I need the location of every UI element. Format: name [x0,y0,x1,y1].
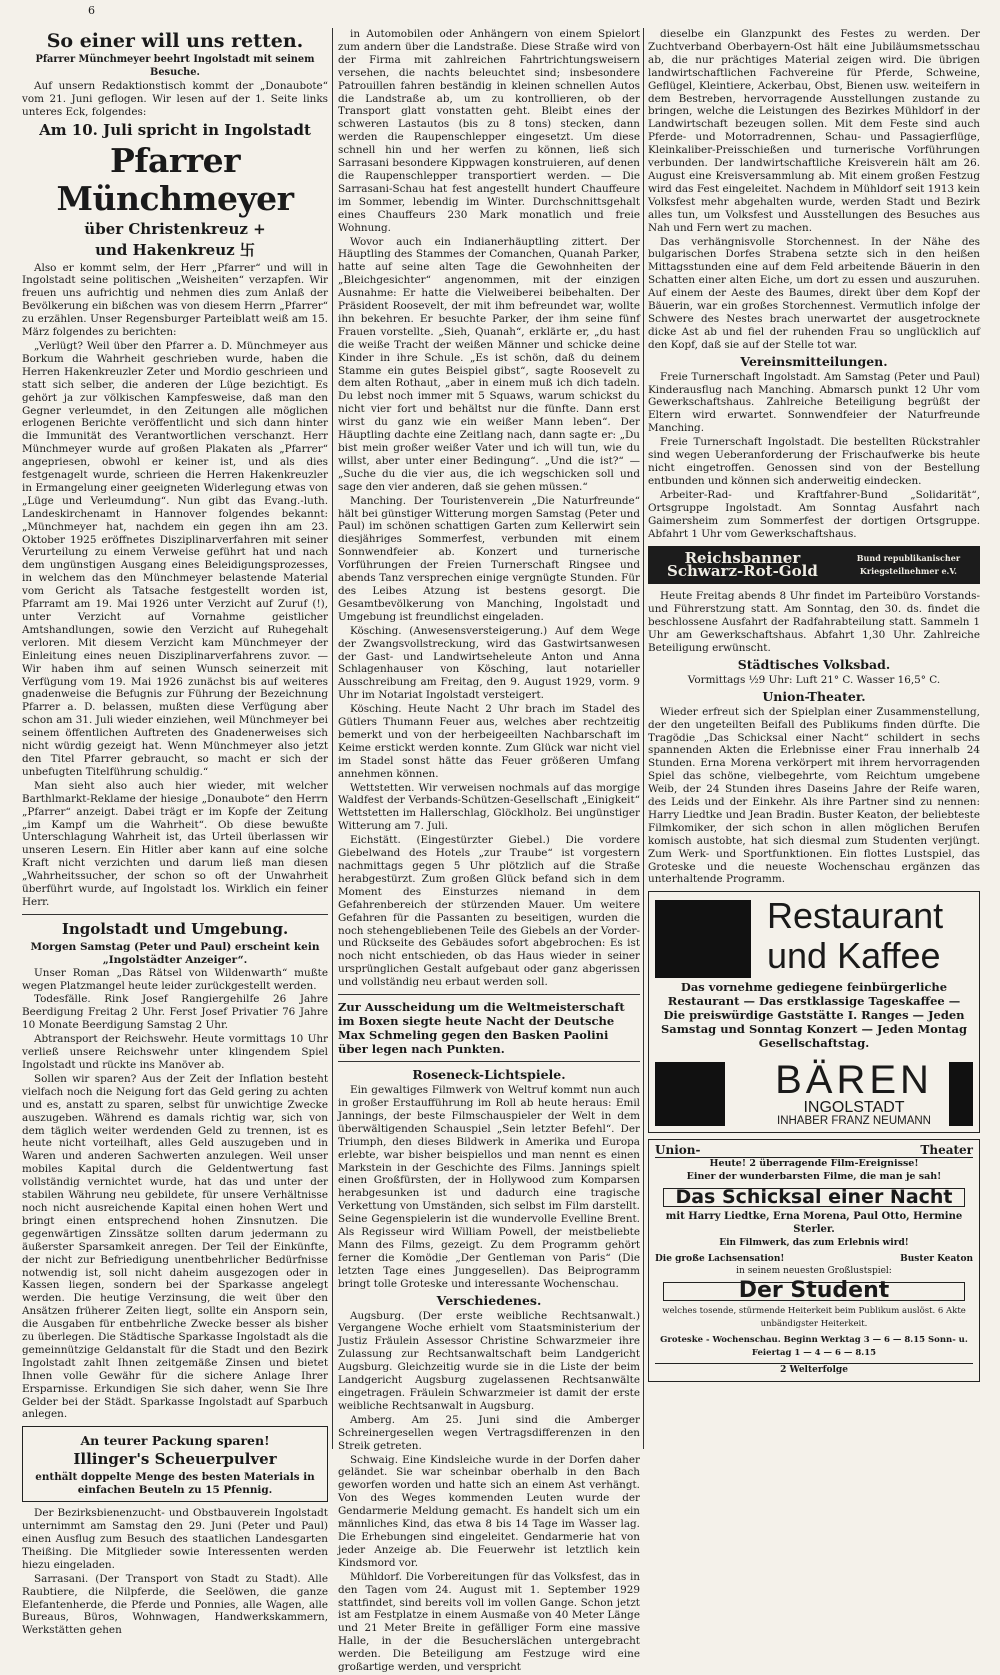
page-number: 6 [88,4,95,17]
restaurant-text: Das vornehme gediegene feinbürgerliche Restaurant — Das erstklassige Tageskaffee — Die preiswürdige Gaststätte I. Ranges — Jeden Samstag und Sonntag Konzert — Jeden Montag Gesellschaftstag. [660,980,968,1051]
paragraph: Augsburg. (Der erste weibliche Rechtsanwalt.) Vergangene Woche erhielt vom Staatsministerium der Justiz Fräulein Assessor Christine Schwarzmeier ihre Zulassung zur Rechtsanwaltschaft beim Landgericht Augsburg. Gleichzeitig wurde sie in die Liste der beim Landgericht Augsburg zugelassenen Rechtsanwälte eingetragen. Fräulein Schwarzmeier ist damit der erste weibliche Rechtsanwalt in Augsburg. [338,1309,640,1412]
movie-line: in seinem neuesten Großlustspiel: [736,1266,892,1277]
movie-row [655,1253,973,1266]
ad-line-1: An teurer Packung sparen! [80,1433,270,1449]
paragraph: Auf unsern Redaktionstisch kommt der „Donaubote“ vom 21. Juni geflogen. Wir lesen auf der 1. Seite links unteres Eck, folgendes: [22,79,328,118]
paragraph: Freie Turnerschaft Ingolstadt. Am Samstag (Peter und Paul) Kinderausflug nach Manching. Abmarsch punkt 12 Uhr vom Gewerkschaftshaus. Zahlreiche Beteiligung begrüßt der Eltern wird erwartet. Sonnwendfeier der Naturfreunde Manching. [648,370,980,435]
paragraph: Sollen wir sparen? Aus der Zeit der Inflation besteht vielfach noch die Neigung fort das Geld gering zu achten und es, anstatt zu sparen, selbst für unwichtige Zwecke auszugeben. Während es damals richtig war, sich von dem täglich weiter werdenden Geld zu trennen, ist es heute nicht vorteilhaft, alles Geld auszugeben und in Waren und anderen Sachwerten anzulegen. Weil unser mobiles Kapital durch die Geldentwertung fast vollständig vernichtet wurde, hat das und unter der stabilen Währung neu gebildete, für unsere Verhältnisse noch nicht ausreichende Kapital einen hohen Wert und bringt einen entsprechend hohen Zinsnutzen. Die gegenwärtigen Zinssätze sollten darum jedermann zu äußerster Sparsamkeit anregen. Der Teil der Einkünfte, der nicht zur Befriedigung unentbehrlicher Bedürfnisse notwendig ist, soll nicht daheim ausgezogen oder in Kassen liegen, sondern bei der Sparkasse angelegt werden. Die heutige Verzinsung, die weit über den Ansätzen früherer Zeiten liegt, sollte ein Ansporn sein, die Ausgaben für entbehrliche Zwecke besser als bisher zu überlegen. Die Städtische Sparkasse Ingolstadt als die gemeinnützige Geldanstalt für die Stadt und den Bezirk Ingolstadt zahlt Ihnen zeitgemäße Zinsen und bietet Ihnen volle Gewähr für die sichere Anlage Ihrer Ersparnisse. Erkundigen Sie sich daher, wenn Sie Ihre Gelder bei der Städt. Sparkasse Ingolstadt auf Sparbuch anlegen. [22,1072,328,1421]
section-headline: Städtisches Volksbad. [737,656,891,672]
movie-line: welches tosende, stürmende Heiterkeit beim Publikum auslöst. 6 Akte unbändigster Heiterkeit. [662,1306,966,1330]
restaurant-line-1: Restaurant [767,895,944,937]
movie-line: Einer der wunderbarsten Filme, die man je sah! [686,1171,942,1182]
paragraph: Man sieht also auch hier wieder, mit welcher Barthlmarkt-Reklame der hiesige „Donaubote“ den Herrn „Pfarrer“ anzeigt. Dabei trägt er im Kopfe der Zeitung „im Kampf um die Wahrheit“. Ob diese bewußte Unterschlagung Wahrheit ist, das Urteil überlassen wir unseren Lesern. Ein Hitler aber kann auf eine solche Kraft nicht verzichten und darum ließ man diesen „Wahrheitssucher, der schon so oft der Unwahrheit überführt wurde, auf Ingolstadt los. Wirklich ein feiner Herr. [22,779,328,908]
paragraph: Amberg. Am 25. Juni sind die Amberger Schreinergesellen wegen Vertragsdifferenzen in den Streik getreten. [338,1413,640,1452]
divider [338,1061,640,1062]
paragraph: Sarrasani. (Der Transport von Stadt zu Stadt). Alle Raubtiere, die Nilpferde, die Seelöwen, die ganze Elefantenherde, die Pferde und Ponnies, alle Wagen, alle Bureaus, Büros, Wohnwagen, Handwerkskammern, Werkstätten gehen [22,1572,328,1637]
paragraph: Wieder erfreut sich der Spielplan einer Zusammenstellung, der den ungeteilten Beifall des Publikums finden dürfte. Die Tragödie „Das Schicksal einer Nacht“ schildert in sechs spannenden Akten die Erlebnisse einer Frau innerhalb 24 Stunden. Erna Morena verkörpert mit ihrem hervorragenden Spiel das schöne, vielbegehrte, vom Reichtum umgebene Weib, der 24 Stunden ihres Daseins Jahre der Reife waren, des Leids und der Einkehr. Als ihre Partner sind zu nennen: Harry Liedtke und Jean Bradin. Buster Keaton, der beliebteste Filmkomiker, der sich schon in allen möglichen Berufen komisch austobte, hat sich diesmal zum Studenten verjüngt. Zum Werk- und Sportfunktionen. Ein flottes Lustspiel, das Groteske und die neueste Wochenschau ergänzen das unterhaltende Programm. [648,705,980,886]
paragraph: Kösching. Heute Nacht 2 Uhr brach im Stadel des Gütlers Thumann Feuer aus, welches aber rechtzeitig bemerkt und von der herbeigeeilten Nachbarschaft im Keime erstickt werden konnte. Zum Glück war nicht viel im Stadel sonst hätte das Feuer größeren Umfang annehmen können. [338,703,640,780]
section-headline: Union-Theater. [762,688,866,704]
ad-line-3: enthält doppelte Menge des besten Materials in einfachen Beuteln zu 15 Pfennig. [35,1471,315,1497]
paragraph: Arbeiter-Rad- und Kraftfahrer-Bund „Solidarität“, Ortsgruppe Ingolstadt. Am Sonntag Ausfahrt nach Gaimersheim zum Sommerfest der dortigen Ortsgruppe. Abfahrt 1 Uhr vom Gewerkschaftshaus. [648,488,980,540]
paragraph: Heute Freitag abends 8 Uhr findet im Parteibüro Vorstands- und Führerstzung statt. Am Sonntag, den 30. ds. findet die beschlossene Ausfahrt der Radfahrabteilung statt. Sammeln 1 Uhr am Gewerkschaftshaus. Abfahrt 1,30 Uhr. Zahlreiche Beteiligung erwünscht. [648,590,980,654]
paragraph: Also er kommt selm, der Herr „Pfarrer“ und will in Ingolstadt seine politischen „Weisheiten“ verzapfen. Wir freuen uns aufrichtig und nehmen dies zum Anlaß der Bevölkerung ein bißchen was von diesem Herrn „Pfarrer“ zu erzählen. Unser Regensburger Parteiblatt weiß am 15. März folgendes zu berichten: [22,261,328,339]
section-headline: Ingolstadt und Umgebung. [61,919,289,938]
advertisement-union-theater [648,1139,980,1382]
paragraph: in Automobilen oder Anhängern von einem Spielort zum andern über die Landstraße. Diese Straße wird von der Firma mit zahlreichen Fahrtrichtungsweisern versehen, die nachts beleuchtet sind; insbesondere Patrouillen fahren beständig in kleinen schnellen Autos die Landstraße ab, um zu kontrollieren, ob der Transport glatt vonstatten geht. Bleibt eines der schweren Lastautos (bis zu 8 tons) stecken, dann werden die Raupenschlepper eingesetzt. Um diese schnell hin und her werfen zu können, ließ sich Sarrasani besondere Kippwagen konstruieren, auf denen die Raupenschlepper transportiert werden. — Die Sarrasani-Schau hat fest angestellt hundert Chauffeure im Sommer, lebendig im Winter. Durchschnittsgehalt eines Chauffeurs 230 Mark monatlich und freie Wohnung. [338,28,640,234]
banner-title: Reichsbanner Schwarz-Rot-Gold [667,549,818,581]
paragraph: dieselbe ein Glanzpunkt des Festes zu werden. Der Zuchtverband Oberbayern-Ost hält eine Jubiläumsmetsschau ab, die nur prächtiges Material zeigen wird. Die übrigen landwirtschaftlichen Fachvereine für Pferde, Schweine, Geflügel, Kleintiere, Ackerbau, Obst, Bienen usw. weiteifern in dem Bestreben, hervorragende Ausstellungen zustande zu bringen, welche die Leistungen des Bezirkes Mühldorf in der Landwirtschaft bezeugen sollen. Mit dem Feste sind auch Pferde- und Motorradrennen, Schau- und Passagierflüge, Kleinkaliber-Preisschießen und turnerische Vorführungen verbunden. Der landwirtschaftliche Kreisverein hält am 26. August eine Kreisversammlung ab. Mit einem großen Festzug wird das Fest eingeleitet. Nachdem in Mühldorf seit 1913 kein Volksfest mehr abgehalten wurde, werden Stadt und Bezirk alles tun, um Volksfest und Ausstellungen des Besuches aus Nah und Fern wert zu machen. [648,28,980,234]
section-headline: Vereinsmitteilungen. [740,353,888,369]
column-3 [648,28,980,1382]
column-rule-2 [643,28,644,1449]
movie-title-1: Das Schicksal einer Nacht [663,1188,965,1207]
paragraph: Manching. Der Touristenverein „Die Naturfreunde“ hält bei günstiger Witterung morgen Samstag (Peter und Paul) im schönen schattigen Garten zum Kellerwirt sein diesjähriges Sommerfest, verbunden mit einem Sonnwendfeier ab. Konzert und turnerische Vorführungen der Freien Turnerschaft Ringsee und abends Tanz versprechen einige vergnügte Stunden. Für des Leibes Atzung ist bestens gesorgt. Die Gesamtbevölkerung von Manching, Ingolstadt und Umgebung ist freundlichst eingeladen. [338,494,640,623]
baren-owner: INHABER FRANZ NEUMANN [777,1115,931,1128]
restaurant-heading [655,896,973,976]
baren-name: BÄREN [775,1058,933,1103]
divider [338,994,640,995]
restaurant-line-2: und Kaffee [767,935,941,977]
movie-line: Heute! 2 überragende Film-Ereignisse! [709,1158,919,1170]
paragraph: Vormittags ½9 Uhr: Luft 21° C. Wasser 16,5° C. [687,673,941,686]
movie-title-2: Der Student [663,1282,965,1301]
paragraph: Unser Roman „Das Rätsel von Wildenwarth“ mußte wegen Platzmangel heute leider zurückgestellt werden. [22,966,328,992]
section-headline: Verschiedenes. [436,1292,542,1308]
movie-line: Die große Lachsensation! [655,1253,785,1264]
quote-headline: Am 10. Juli spricht in Ingolstadt [39,120,311,139]
divider [22,914,328,915]
paragraph: Abtransport der Reichswehr. Heute vormittags 10 Uhr verließ unsere Reichswehr unter klingendem Spiel Ingolstadt und rückte ins Manöver ab. [22,1033,328,1071]
column-1 [22,28,328,1638]
decorative-block [655,900,751,978]
decorative-block [949,1062,973,1126]
banner-subtitle: Bund republikanischer Kriegsteilnehmer e.V. [856,553,961,577]
quote-topic-1: über Christenkreuz + [84,219,266,238]
quote-topic-2: und Hakenkreuz 卐 [95,240,255,259]
section-headline: Roseneck-Lichtspiele. [412,1067,566,1083]
baren-city: INGOLSTADT [803,1099,905,1117]
movie-header [655,1144,973,1158]
movie-line: mit Harry Liedtke, Erna Morena, Paul Otto, Hermine Sterler. [665,1210,963,1235]
paragraph: Ein gewaltiges Filmwerk von Weltruf kommt nun auch in großer Erstaufführung im Roll ab heute heraus: Emil Jannings, der beste Filmschauspieler der Welt in dem überwältigenden Schauspiel „Sein letzter Befehl“. Der Triumph, den dieses Bildwerk in Amerika und Europa erlebte, war bisher beispiellos und man nennt es einen Markstein in der Geschichte des Films. Jannings spielt einen Großfürsten, der in Hollywood zum Komparsen herabgesunken ist und dadurch eine tragische Verkettung von Umständen, sich selbst im Film darstellt. Seine Gegenspielerin ist die wundervolle Evelline Brent. Als Regisseur wird William Powell, der meistbeliebte Mann des Films, gezeigt. Zu dem Programm gehört ferner die Komödie „Der Gentleman von Paris“ (Die letzten Tage eines Junggesellen). Das Beiprogramm bringt tolle Groteske und interessante Wochenschau. [338,1084,640,1290]
paragraph: Schwaig. Eine Kindsleiche wurde in der Dorfen daher geländet. Sie war scheinbar oberhalb in den Bach geworfen worden und hatte sich an einem Ast verhängt. Von des Weges kommenden Leuten wurde der Gendarmerie Meldung gemacht. Es handelt sich um ein männliches Kind, das etwa 8 bis 14 Tage im Wasser lag. Die Erhebungen sind eingeleitet. Gendarmerie hat von jeder Anzeige ab. Die Feuerwehr ist letztlich kein Kindsmord vor. [338,1453,640,1569]
paragraph: Freie Turnerschaft Ingolstadt. Die bestellten Rückstrahler sind wegen Ueberanforderung der Frischaufwerke bis heute nicht eingetroffen. Genossen sind von der Bestellung entbunden und können sich anderweitig eindecken. [648,436,980,487]
movie-header-right: Theater [920,1143,973,1158]
paragraph: Wovor auch ein Indianerhäuptling zittert. Der Häuptling des Stammes der Comanchen, Quanah Parker, hatte auf seine alten Tage die Gewohnheiten der „Bleichgesichter“ angenommen, mit der einzigen Ausnahme: Er hatte die Vielweiberei beibehalten. Der Präsident Roosevelt, der mit ihm befreundet war, wollte ihn bekehren. Er besuchte Parker, der ihm seine fünf Frauen vorstellte. „Sieh, Quanah“, erklärte er, „du hast die weiße Tracht der weißen Männer und schicke deine Kinder in ihre Schule. „Es ist schön, daß du deinem Stamme ein gutes Beispiel gibst“, sagte Roosevelt zu dem alten Rothaut, „aber in einem muß ich dich tadeln. Du lebst noch immer mit 5 Squaws, warum schickst du nicht vier fort und behältst nur die fünfte. Dann erst wirst du ganz wie ein weißer Mann leben“. Der Häuptling dachte eine Zeitlang nach, dann sagte er: „Du bist mein großer weißer Vater und ich will tun, wie du willst, aber unter einer Bedingung“. „Und die ist?“ — „Suche du die vier aus, die ich wegschicken soll und sage den vier anderen, daß sie gehen müssen.“ [338,235,640,493]
advertisement-restaurant [648,891,980,1133]
paragraph: Wettstetten. Wir verweisen nochmals auf das morgige Waldfest der Verbands-Schützen-Gesellschaft „Einigkeit“ Wettstetten im Hallerschlag, Glöcklholz. Bei ungünstiger Witterung am 7. Juli. [338,781,640,833]
paragraph: Mühldorf. Die Vorbereitungen für das Volksfest, das in den Tagen vom 24. August mit 1. September 1929 stattfindet, sind bereits voll im vollen Gange. Schon jetzt ist am Festplatze in einem Ausmaße von 40 Meter Länge und 21 Meter Breite in gefälliger Form eine massive Halle, in der die Besucherslächen untergebracht werden. Die Beteiligung am Festzuge wird eine großartige werden, und verspricht [338,1570,640,1674]
paragraph: Eichstätt. (Eingestürzter Giebel.) Die vordere Giebelwand des Hotels „zur Traube“ ist vorgestern nachmittags gegen 5 Uhr plötzlich auf die Straße herabgestürzt. Zum großen Glück befand sich in dem Moment des Einsturzes niemand in dem Gefahrenbereich der stürzenden Mauer. Um weitere Gefahren für die Passanten zu beseitigen, wurden die noch stehengebliebenen Teile des Giebels an der Vorder- und Rückseite des Gebäudes sofort abgebrochen: Es ist noch nicht entschieden, ob das Haus wieder in seiner ursprünglichen Gestalt aufgebaut oder ganz abgerissen und vollständig neu erbaut werden soll. [338,834,640,989]
quote-name: Pfarrer Münchmeyer [56,140,294,218]
paragraph: Todesfälle. Rink Josef Rangiergehilfe 26 Jahre Beerdigung Freitag 2 Uhr. Ferst Josef Privatier 76 Jahre 10 Monate Beerdigung Samstag 2 Uhr. [22,993,328,1032]
column-2 [338,28,640,1675]
paragraph: Das verhängnisvolle Storchennest. In der Nähe des bulgarischen Dorfes Strabena setzte sich in den heißen Mittagsstunden eine auf dem Feld arbeitende Bäuerin in den Schatten einer alten Eiche, um dort zu essen und auszuruhen. Auf einem der Aeste des Baumes, direkt über dem Kopf der Bäuerin, war ein großes Storchennest. Vermutlich infolge der Schwere des Nestes brach unerwartet der ausgetrocknete dicke Ast ab und fiel der ruhenden Frau so unglücklich auf den Kopf, daß sie auf der Stelle tot war. [648,235,980,351]
movie-line: Ein Filmwerk, das zum Erlebnis wird! [719,1237,909,1248]
paragraph: Der Bezirksbienenzucht- und Obstbauverein Ingolstadt unternimmt am Samstag den 29. Juni (Peter und Paul) einen Ausflug zum Besuch des staatlichen Landesgarten Theißing. Die Mitglieder sowie Interessenten werden hiezu eingeladen. [22,1507,328,1571]
article-subheadline: Pfarrer Münchmeyer beehrt Ingolstadt mit seinem Besuche. [35,54,315,78]
ad-line-2: Illinger's Scheuerpulver [73,1450,277,1469]
movie-header-left: Union- [655,1143,701,1158]
column-rule-1 [332,28,333,1449]
notice: Morgen Samstag (Peter und Paul) erscheint kein „Ingolstädter Anzeiger“. [30,940,320,966]
movie-line: Buster Keaton [900,1253,973,1264]
reichsbanner-logo [648,546,980,584]
decorative-block [655,1062,725,1126]
paragraph: „Verlügt? Weil über den Pfarrer a. D. Münchmeyer aus Borkum die Wahrheit geschrieben wurde, haben die Herren Hakenkreuzler Zeter und Mordio geschrieen und statt sich selber, die anderen der Lüge bezichtigt. Es gehört ja zur völkischen Kampfesweise, daß man den Gegner verleumdet, in den Zeitungen alle möglichen erlogenen Berichte veröffentlicht und sich dann hinter die Immunität des Verantwortlichen verschanzt. Herr Münchmeyer wurde auf großen Plakaten als „Pfarrer“ angepriesen, obwohl er keiner ist, und als dies festgenagelt wurde, schrieen die Herren Hakenkreuzler in Ermangelung einer geeigneten Widerlegung etwas von „Lüge und Verleumdung“. Nun gibt das Evang.-luth. Landeskirchenamt in Hannover folgendes bekannt: „Münchmeyer hat, nachdem ein gegen ihn am 23. Oktober 1925 eröffnetes Disziplinarverfahren mit seiner Verurteilung zu einem Verweise geführt hat und nach dem ungünstigen Ausgang eines Beleidigungsprozesses, in welchem das den Münchmeyer belastende Material vom Gericht als Tatsache festgestellt worden ist, Pfarramt am 19. Mai 1926 unter Verzicht auf Zuruf (!), unter Verzicht auf Vornahme geistlicher Amtshandlungen, sowie den Verzicht auf Ruhegehalt verloren. Mit diesem Verzicht kam Münchmeyer der Einleitung eines neuen Disziplinarverfahrens zuvor. — Wir haben ihm auf seinen Wunsch seinerzeit mit Verfügung vom 19. Mai 1926 zunächst bis auf weiteres gnadenweise die Befugnis zur Führung der Bezeichnung Pfarrer a. D. belassen, mußten diese Verfügung aber schon am 31. Juli wieder einziehen, weil Münchmeyer bei seinem öffentlichen Auftreten des Gnadenerweises sich nicht würdig gezeigt hat. Wenn Münchmeyer also jetzt den Titel Pfarrer gebraucht, so macht er sich der unbefugten Titelführung schuldig.“ [22,339,328,778]
boxing-bulletin: Zur Ausscheidung um die Weltmeisterschaft im Boxen siegte heute Nacht der Deutsche Max Schmeling gegen den Basken Paolini über legen nach Punkten. [338,1000,625,1057]
movie-showtimes: Groteske - Wochenschau. Beginn Werktag 3 — 6 — 8.15 Sonn- u. Feiertag 1 — 4 — 6 — 8.15 [660,1335,968,1358]
advertisement-scheuerpulver [22,1426,328,1502]
baren-heading [655,1058,973,1128]
movie-footer: 2 Welterfolge [655,1363,973,1377]
paragraph: Kösching. (Anwesensversteigerung.) Auf dem Wege der Zwangsvollstreckung, wird das Gastwirtsanwesen der Gast- und Landwirtseheleute Anton und Anna Schlagenhauser von Kösching, laut notarieller Ausschreibung am Freitag, den 9. August 1929, vorm. 9 Uhr im Notariat Ingolstadt versteigert. [338,624,640,702]
article-headline: So einer will uns retten. [46,30,304,52]
